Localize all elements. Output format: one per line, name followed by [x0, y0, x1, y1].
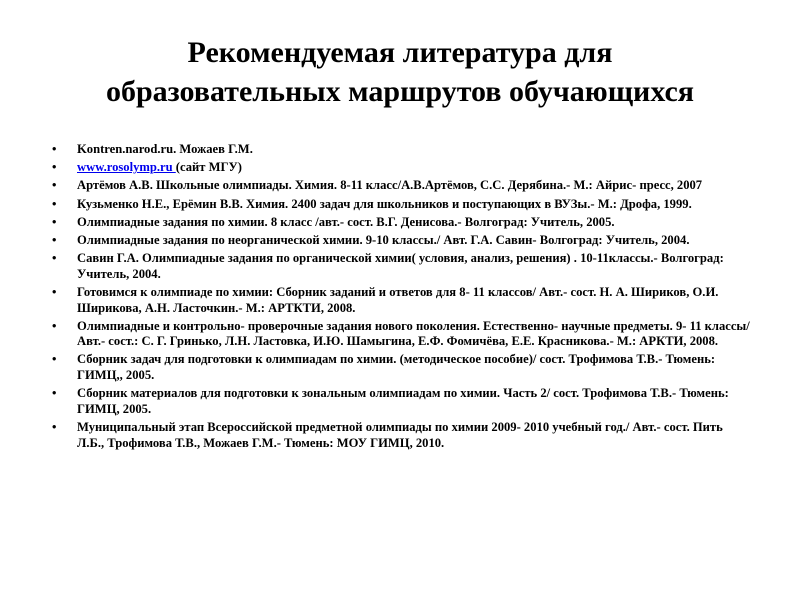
list-item-text: Артёмов А.В. Школьные олимпиады. Химия. 8-11 класс/А.В.Артёмов, С.С. Дерябина.- М.: Айрис- пресс, 2007 — [77, 178, 703, 193]
bullet-icon: • — [52, 352, 57, 367]
literature-list — [52, 142, 752, 454]
list-item — [52, 142, 752, 158]
bullet-icon: • — [52, 420, 57, 435]
slide-title-line-1: Рекомендуемая литература для — [187, 36, 613, 69]
bullet-icon: • — [52, 318, 57, 333]
slide-title-line-2: образовательных маршрутов обучающихся — [105, 75, 695, 108]
list-item — [52, 233, 752, 249]
bullet-icon: • — [52, 160, 57, 175]
list-item — [52, 251, 752, 282]
bullet-icon: • — [52, 284, 57, 299]
list-item-text: Kontren.narod.ru. Можаев Г.М. — [77, 142, 253, 156]
list-item-text: Кузьменко Н.Е., Ерёмин В.В. Химия. 2400 задач для школьников и поступающих в ВУЗы.- М.: Дрофа, 1999. — [77, 196, 692, 211]
list-item-text: Сборник материалов для подготовки к зональным олимпиадам по химии. Часть 2/ сост. Трофимова Т.В.- Тюмень: ГИМЦ, 2005. — [77, 386, 729, 416]
rosolymp-link[interactable]: www.rosolymp.ru — [77, 160, 176, 175]
list-item-text: Олимпиадные и контрольно- проверочные задания нового поколения. Естественно- научные предметы. 9- 11 классы/ Авт.- сост.: С. Г. Гринько, Л.Н. Ластовка, И.Ю. Шамыгина, Е.Ф. Фомичёва, Е.Е. Красникова.- М.: АРКТИ, 2008. — [77, 318, 750, 349]
bullet-icon: • — [52, 251, 57, 266]
bullet-icon: • — [52, 142, 57, 156]
list-item — [52, 319, 752, 350]
bullet-icon: • — [52, 214, 57, 229]
list-item-text: (сайт МГУ) — [175, 160, 242, 175]
bullet-icon: • — [52, 232, 57, 247]
list-item-text: Сборник задач для подготовки к олимпиадам по химии. (методическое пособие)/ сост. Трофимова Т.В.- Тюмень: ГИМЦ,, 2005. — [77, 352, 716, 383]
bullet-icon: • — [52, 178, 57, 193]
list-item-text: Муниципальный этап Всероссийской предметной олимпиады по химии 2009- 2010 учебный год./ Авт.- сост. Пить Л.Б., Трофимова Т.В., Можаев Г.М.- Тюмень: МОУ ГИМЦ, 2010. — [77, 420, 723, 450]
list-item — [52, 285, 752, 316]
bullet-icon: • — [52, 196, 57, 211]
list-item — [52, 386, 752, 417]
bullet-icon: • — [52, 386, 57, 401]
list-item — [52, 352, 752, 383]
list-item-text: Савин Г.А. Олимпиадные задания по органической химии( условия, анализ, решения) . 10-11классы.- Волгоград: Учитель, 2004. — [77, 251, 724, 281]
list-item-text: Готовимся к олимпиаде по химии: Сборник заданий и ответов для 8- 11 классов/ Авт.- сост. Н. А. Шириков, О.И. Ширикова, А.Н. Ласточкин.- М.: АРТКТИ, 2008. — [77, 284, 719, 315]
list-item — [52, 178, 752, 194]
list-item — [52, 420, 752, 451]
slide-title — [40, 33, 760, 111]
list-item-text: Олимпиадные задания по химии. 8 класс /авт.- сост. В.Г. Денисова.- Волгоград: Учитель, 2005. — [77, 214, 615, 229]
list-item — [52, 197, 752, 213]
list-item — [52, 160, 752, 176]
list-item — [52, 215, 752, 231]
list-item-text: Олимпиадные задания по неорганической химии. 9-10 классы./ Авт. Г.А. Савин- Волгоград: Учитель, 2004. — [77, 232, 690, 247]
